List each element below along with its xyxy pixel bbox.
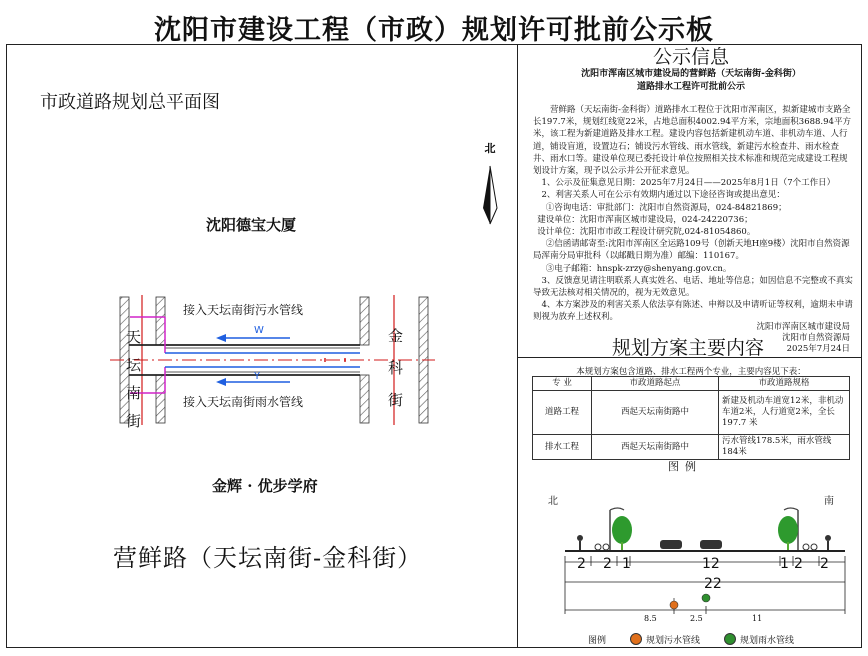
notice-paragraph: ③电子邮箱：hnspk-zrzy@shenyang.gov.cn。 xyxy=(545,263,732,274)
table-header-row: 专 业 市政道路起点 市政道路规格 xyxy=(533,377,850,391)
car-icon xyxy=(700,540,722,549)
notice-title: 公示信息 xyxy=(652,46,729,68)
notice-paragraph: 1、公示及征集意见日期：2025年7月24日——2025年8月1日（7个工作日） xyxy=(541,178,836,189)
notice-paragraph: 4、本方案涉及的利害关系人依法享有陈述、申辩以及申请听证等权利，逾期未申请则视为放弃上述权利。 xyxy=(533,300,853,323)
plan-table xyxy=(532,376,850,460)
board-title: 沈阳市建设工程（市政）规划许可批前公示板 xyxy=(154,15,714,46)
rain-tag: Y xyxy=(254,371,261,382)
width-label: 1 xyxy=(622,556,631,572)
north-arrow-label: 北 xyxy=(484,142,496,155)
plan-intro: 本规划方案包含道路、排水工程两个专业，主要内容见下表： xyxy=(576,367,806,377)
legend-key-label: 图例 xyxy=(588,636,607,646)
legend-north: 北 xyxy=(548,496,558,507)
sewage-pipe-icon xyxy=(670,601,678,609)
notice-paragraph: 3、反馈意见请注明联系人真实姓名、电话、地址等信息；如因信息不完整或不真实导致无法核对相关情况的，视为无效意见。 xyxy=(533,275,853,299)
width-label: 2 xyxy=(794,556,803,572)
bicycle-icon xyxy=(803,544,809,550)
tree-icon xyxy=(612,516,632,544)
east-street-label: 金 科 街 xyxy=(388,327,404,409)
width-label: 1 xyxy=(780,556,789,572)
notice-signature: 沈阳市浑南区城市建设局 沈阳市自然资源局 2025年7月24日 xyxy=(756,322,850,354)
panel-divider xyxy=(517,44,518,648)
north-arrow xyxy=(476,140,504,232)
tree-icon xyxy=(778,516,798,544)
width-label: 12 xyxy=(702,556,720,572)
notice-paragraph: 设计单位：沈阳市市政工程设计研究院,024-81054860。 xyxy=(537,227,756,238)
east-street-edge-left-bottom xyxy=(360,375,369,423)
pipe-offset-label: 8.5 xyxy=(644,614,657,623)
pedestrian-icon xyxy=(825,535,831,541)
rain-pipe-icon xyxy=(702,594,710,602)
sewage-connection-label: 接入天坛南街污水管线 xyxy=(183,303,304,317)
rain-connection-label: 接入天坛南街雨水管线 xyxy=(183,395,304,409)
site-plan-heading: 市政道路规划总平面图 xyxy=(40,92,220,113)
sewage-legend-label: 规划污水管线 xyxy=(646,636,701,646)
notice-paragraph: 建设单位：沈阳市浑南区城市建设局，024-24220736； xyxy=(537,214,753,225)
total-width-label: 22 xyxy=(704,576,722,592)
notice-paragraph: ①咨询电话：审批部门：沈阳市自然资源局，024-84821869； xyxy=(545,202,787,213)
west-street-edge-right-bottom xyxy=(156,375,165,423)
building-label-bottom: 金辉 · 优步学府 xyxy=(212,477,318,495)
notice-paragraph: 2、利害关系人可在公示有效期内通过以下途径咨询或提出意见： xyxy=(541,190,785,201)
west-street-edge-right-top xyxy=(156,297,165,345)
rain-legend-label: 规划雨水管线 xyxy=(740,636,795,646)
notice-subtitle: 沈阳市浑南区城市建设局的营鲜路（天坛南街-金科街） 道路排水工程许可批前公示 xyxy=(581,69,801,92)
north-arrow-icon xyxy=(483,166,490,224)
west-street-label: 天 坛 南 街 xyxy=(126,328,142,430)
east-street-edge-left-top xyxy=(360,297,369,345)
sewage-legend-icon xyxy=(630,633,642,645)
road-name: 营鲜路（天坛南街-金科街） xyxy=(113,544,423,572)
notice-body xyxy=(533,104,855,324)
pipe-offset-label: 2.5 xyxy=(690,614,703,623)
rain-legend-icon xyxy=(724,633,736,645)
width-label: 2 xyxy=(577,556,586,572)
notice-paragraph: 营鲜路（天坛南街-金科街）道路排水工程位于沈阳市浑南区，拟新建城市支路全长197.7米，规划红线宽22米，占地总面积4002.94平方米，宗地面积3688.94平方米，该工程为新建道路及排水工程。建设内容包括新建机动车道、非机动车道、人行道，铺设盲道，设置边石；铺设污水管线、雨水管线，新建污水检查井、雨水检查井、雨水口等。建设单位现已委托设计单位按照相关技术标准和规范完成建设工程规划设计方案，现予以公示并公开征求意见。 xyxy=(533,105,851,177)
width-label: 2 xyxy=(820,556,829,572)
car-icon xyxy=(660,540,682,549)
pedestrian-icon xyxy=(577,535,583,541)
sewage-tag: W xyxy=(254,325,264,336)
table-row: 道路工程 西起天坛南街路中 新建及机动车道宽12米，非机动车道2米，人行道宽2米，全长 197.7 米 xyxy=(533,391,850,435)
legend-south: 南 xyxy=(824,496,834,507)
pipe-offset-label: 11 xyxy=(752,614,763,623)
plan-title: 规划方案主要内容 xyxy=(612,337,765,359)
legend-title: 图例 xyxy=(668,460,702,473)
notice-paragraph: ②信函请邮寄至:沈阳市浑南区全运路109号（创新天地H座9楼）沈阳市自然资源局浑南分局审批科（以邮戳日期为准）邮编：110167。 xyxy=(533,239,850,262)
building-label-top: 沈阳德宝大厦 xyxy=(206,216,297,234)
table-row: 排水工程 西起天坛南街路中 污水管线178.5米，雨水管线184米 xyxy=(533,435,850,460)
width-label: 2 xyxy=(603,556,612,572)
bicycle-icon xyxy=(595,544,601,550)
